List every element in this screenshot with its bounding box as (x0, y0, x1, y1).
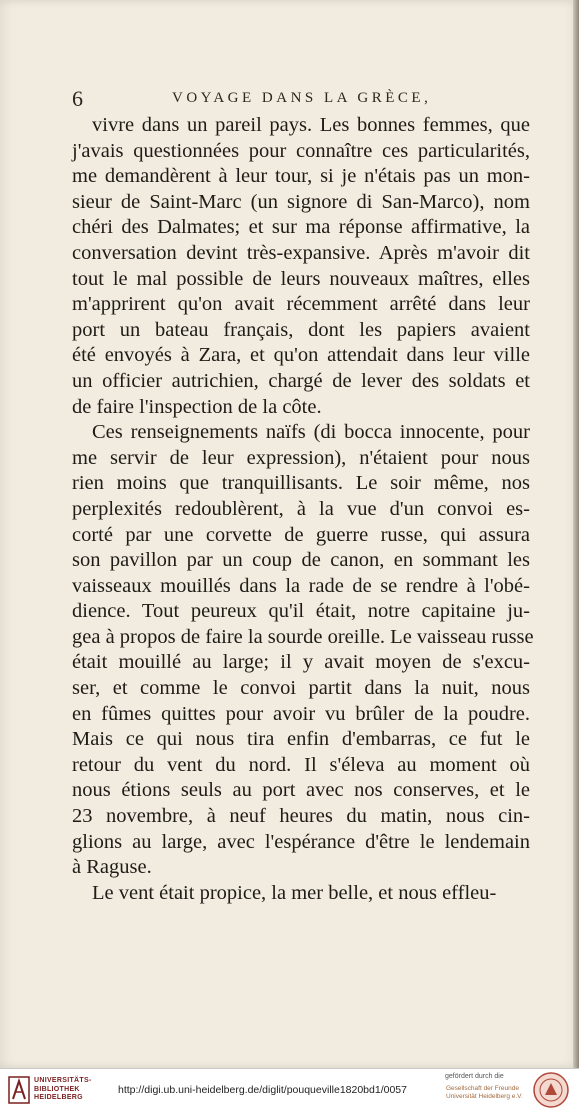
text-line: été envoyés à Zara, et qu'on attendait dans leur ville (72, 344, 530, 367)
text-line: en fûmes quittes pour avoir vu brûler de la poudre. (72, 702, 530, 725)
university-library-logo-icon[interactable] (8, 1075, 30, 1105)
text-line: m'apprirent qu'on avait récemment arrêté dans leur (72, 293, 530, 316)
text-line: de faire l'inspection de la côte. (72, 395, 322, 418)
page-header (72, 86, 532, 112)
library-name-line: BIBLIOTHEK (34, 1085, 80, 1093)
text-line: perplexités redoublèrent, à la vue d'un convoi es- (72, 497, 530, 520)
text-line: Ces renseignements naïfs (di bocca innocente, pour (92, 421, 530, 444)
text-line: Mais ce qui nous tira enfin d'embarras, ce fut le (72, 728, 530, 751)
text-line: tout le mal possible de leurs nouveaux maîtres, elles (72, 267, 530, 290)
sponsor-name-line: Gesellschaft der Freunde (446, 1085, 519, 1092)
text-line: 23 novembre, à neuf heures du matin, nous cin- (72, 805, 530, 828)
library-name-line: UNIVERSITÄTS- (34, 1077, 92, 1084)
text-line: me servir de leur expression), n'étaient pour nous (72, 446, 530, 469)
viewer-footer (0, 1068, 579, 1111)
text-line: glions au large, avec l'espérance d'être le lendemain (72, 830, 530, 853)
text-line: son pavillon par un coup de canon, en sommant les (72, 549, 530, 572)
text-line: un officier autrichien, chargé de lever des soldats et (72, 369, 530, 392)
text-line: me demandèrent à leur tour, si je n'étais pas un mon- (72, 165, 530, 188)
text-line: était mouillé au large; il y avait moyen de s'excu- (72, 651, 530, 674)
text-line: port un bateau français, dont les papiers avaient (72, 318, 530, 341)
text-line: conversation devint très-expansive. Après m'avoir dit (72, 241, 530, 264)
text-line: rien moins que tranquillisants. Le soir même, nos (72, 472, 530, 495)
page-number: 6 (72, 86, 83, 111)
text-line: retour du vent du nord. Il s'éleva au moment où (72, 753, 530, 776)
text-line: vaisseaux mouillés dans la rade de se rendre à l'obé- (72, 574, 530, 597)
text-line: dience. Tout peureux qu'il était, notre capitaine ju- (72, 600, 530, 623)
library-name[interactable] (34, 1077, 92, 1103)
sponsor-name-line: Universität Heidelberg e.V. (446, 1093, 523, 1100)
text-line: Le vent était propice, la mer belle, et nous effleu- (92, 881, 497, 904)
text-line: ser, et comme le convoi partit dans la nuit, nous (72, 677, 530, 700)
page-edge (573, 0, 579, 1068)
text-line: à Raguse. (72, 856, 152, 879)
running-title: VOYAGE DANS LA GRÈCE, (172, 90, 432, 106)
text-line: sieur de Saint-Marc (un signore di San-Marco), nom (72, 190, 530, 213)
text-line: corté par une corvette de guerre russe, qui assura (72, 523, 530, 546)
text-line: vivre dans un pareil pays. Les bonnes femmes, que (92, 114, 530, 136)
library-name-line: HEIDELBERG (34, 1094, 83, 1101)
sponsor-name[interactable] (446, 1085, 523, 1101)
text-line: gea à propos de faire la sourde oreille. Le vaisseau russe (72, 625, 534, 648)
text-line: chéri des Dalmates; et sur ma réponse affirmative, la (72, 216, 530, 239)
sponsor-label: gefördert durch die (445, 1073, 504, 1080)
university-seal-icon (532, 1071, 570, 1109)
permalink-url[interactable]: http://digi.ub.uni-heidelberg.de/diglit/pouqueville1820bd1/0057 (118, 1084, 407, 1096)
text-line: j'avais questionnées pour connaître ces particularités, (72, 139, 530, 162)
body-text (72, 113, 534, 906)
text-line: nous étions seuls au port avec nos conserves, et le (72, 779, 530, 802)
